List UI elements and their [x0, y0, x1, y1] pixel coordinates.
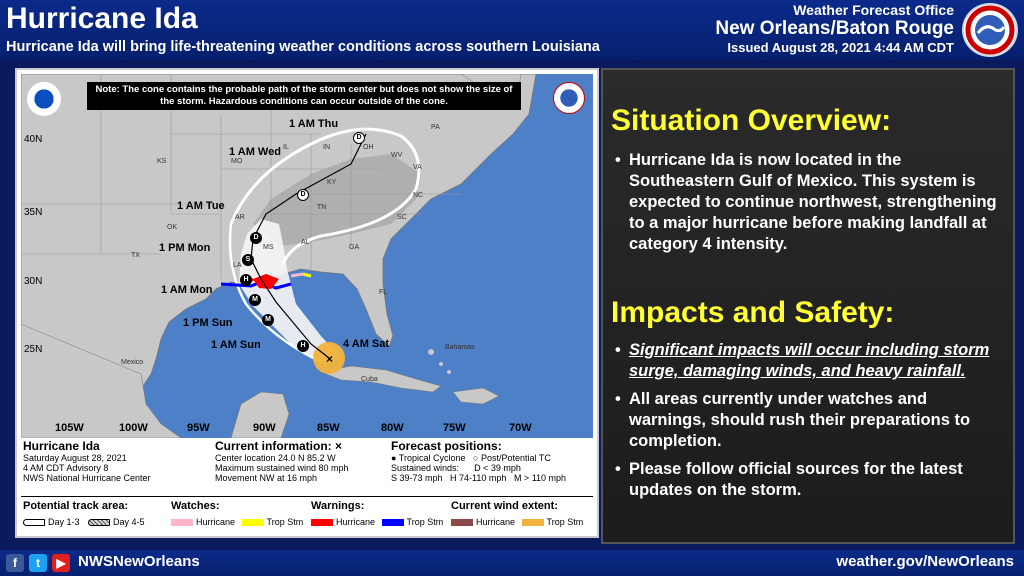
wind-d: D < 39 mph [474, 463, 521, 473]
lon-label: 95W [187, 422, 210, 434]
facebook-icon[interactable]: f [6, 554, 24, 572]
warnings-title: Warnings: [311, 500, 365, 512]
wind-s: S 39-73 mph [391, 473, 443, 483]
advisory-number: 4 AM CDT Advisory 8 [23, 463, 109, 473]
lat-label: 30N [24, 276, 43, 287]
lat-label: 35N [24, 207, 43, 218]
lon-label: 100W [119, 422, 148, 434]
forecast-point-s: S [242, 254, 254, 266]
forecast-positions-title: Forecast positions: [391, 439, 502, 453]
state-label: FL [379, 289, 388, 296]
state-label: WV [391, 152, 403, 159]
max-wind: Maximum sustained wind 80 mph [215, 463, 349, 473]
wind-extent-legend [451, 500, 593, 527]
label-1pm-sun: 1 PM Sun [183, 317, 233, 329]
page-title: Hurricane Ida [6, 2, 198, 35]
situation-list [613, 150, 1008, 262]
label-1am-sun: 1 AM Sun [211, 339, 261, 351]
hurricane-wind-label: Hurricane [476, 517, 516, 527]
youtube-icon[interactable]: ▶ [52, 554, 70, 572]
forecast-point-m: M [262, 314, 274, 326]
hurricane-wind-swatch [451, 519, 473, 526]
trop-stm-wind-label: Trop Stm [546, 517, 584, 527]
watches-legend [171, 500, 311, 527]
state-label: PA [431, 124, 440, 131]
impacts-bullet [613, 340, 1008, 382]
movement: Movement NW at 16 mph [215, 473, 318, 483]
wind-h: H 74-110 mph [450, 473, 507, 483]
office-label: Weather Forecast Office [793, 2, 954, 18]
hurricane-warning-label: Hurricane [336, 517, 376, 527]
label-4am-sat: 4 AM Sat [343, 338, 390, 350]
post-tc-icon: ○ [473, 453, 479, 463]
info-panel [601, 68, 1015, 544]
office-name: New Orleans/Baton Rouge [715, 18, 954, 39]
trop-stm-wind-swatch [522, 519, 544, 526]
issued-time: Issued August 28, 2021 4:44 AM CDT [727, 40, 954, 55]
cone-note: Note: The cone contains the probable path of the storm center but does not show the size of the storm. Hazardous conditions can occur outside of the cone. [87, 82, 521, 110]
label-1am-tue: 1 AM Tue [177, 200, 225, 212]
country-label: Bahamas [445, 344, 475, 351]
country-label: Mexico [121, 359, 144, 366]
label-1pm-mon: 1 PM Mon [159, 242, 211, 254]
lat-label: 40N [24, 134, 43, 145]
state-label: VA [413, 164, 422, 171]
current-info [215, 440, 387, 483]
tropical-cyclone-icon: ● [391, 453, 397, 463]
state-label: KY [327, 179, 337, 186]
header-bar [0, 0, 1024, 60]
advisory-center: NWS National Hurricane Center [23, 473, 151, 483]
track-area-legend [23, 500, 173, 527]
current-position-icon: × [335, 439, 343, 453]
hurricane-watch-swatch [171, 519, 193, 526]
forecast-point-h: H [240, 274, 252, 286]
state-label: OK [167, 224, 178, 231]
wind-m: M > 110 mph [513, 473, 567, 483]
state-label: MS [263, 244, 274, 251]
impacts-emphasis: Significant impacts will occur including storm surge, damaging winds, and heavy rainfall. [629, 341, 990, 380]
label-1am-mon: 1 AM Mon [161, 284, 213, 296]
forecast-point-h: H [297, 340, 309, 352]
label-1am-wed: 1 AM Wed [229, 146, 281, 158]
legend-divider [21, 496, 593, 497]
forecast-point-d: D [250, 232, 262, 244]
twitter-icon[interactable]: t [29, 554, 47, 572]
impacts-list [613, 340, 1008, 508]
forecast-point-m: M [249, 294, 261, 306]
lon-label: 85W [317, 422, 340, 434]
lon-label: 75W [443, 422, 466, 434]
post-tc-label: Post/Potential TC [480, 453, 551, 463]
track-map [21, 74, 593, 438]
state-label: IN [323, 144, 330, 151]
page-subtitle: Hurricane Ida will bring life-threatening weather conditions across southern Louisiana [6, 39, 600, 55]
day45-label: Day 4-5 [113, 517, 145, 527]
advisory-info [23, 440, 213, 483]
state-label: LA [233, 262, 242, 269]
label-1am-thu: 1 AM Thu [289, 118, 339, 130]
situation-title: Situation Overview: [611, 104, 892, 137]
state-label: TN [317, 204, 327, 211]
wind-extent-title: Current wind extent: [451, 500, 558, 512]
nws-logo-icon [962, 3, 1018, 57]
svg-text:×: × [326, 352, 334, 366]
state-label: MO [231, 158, 243, 165]
state-label: SC [397, 214, 407, 221]
nws-small-logo-icon [553, 82, 585, 114]
noaa-logo-icon [27, 82, 61, 116]
sustained-winds-label: Sustained winds: [391, 463, 460, 473]
lat-label: 25N [24, 344, 43, 355]
state-label: NC [413, 192, 424, 199]
trop-stm-watch-label: Trop Stm [266, 517, 304, 527]
day45-swatch-icon [88, 519, 110, 526]
track-area-title: Potential track area: [23, 500, 129, 512]
country-label: Cuba [361, 376, 378, 383]
forecast-point-d: D [297, 189, 309, 201]
hurricane-cone-graphic [15, 68, 599, 538]
lon-label: 90W [253, 422, 276, 434]
current-info-title: Current information: [215, 439, 332, 453]
state-label: IL [283, 144, 289, 151]
impacts-bullet: • Please follow official sources for the latest updates on the storm. [613, 459, 1008, 501]
map-legend [21, 440, 593, 534]
state-label: GA [349, 244, 360, 251]
hurricane-warning-swatch [311, 519, 333, 526]
impacts-title: Impacts and Safety: [611, 296, 895, 329]
forecast-point-d: D [353, 132, 365, 144]
office-info [715, 2, 954, 55]
hurricane-watch-label: Hurricane [196, 517, 236, 527]
state-label: AL [301, 239, 310, 246]
footer-bar [0, 550, 1024, 576]
trop-stm-warning-label: Trop Stm [406, 517, 444, 527]
state-label: KS [157, 158, 167, 165]
impacts-bullet: • All areas currently under watches and warnings, should rush their preparations to completion. [613, 389, 1008, 452]
advisory-date: Saturday August 28, 2021 [23, 453, 127, 463]
state-label: OH [363, 144, 374, 151]
social-handle[interactable]: NWSNewOrleans [78, 553, 200, 570]
tropical-cyclone-label: Tropical Cyclone [398, 453, 466, 463]
lon-label: 105W [55, 422, 84, 434]
trop-stm-warning-swatch [382, 519, 404, 526]
watches-title: Watches: [171, 500, 220, 512]
lon-label: 80W [381, 422, 404, 434]
situation-bullet: • Hurricane Ida is now located in the Southeastern Gulf of Mexico. This system is expected to continue northwest, strengthening to a major hurricane before making landfall at category 4 intensity. [613, 150, 1008, 255]
state-label: TX [131, 252, 140, 259]
day13-label: Day 1-3 [48, 517, 80, 527]
state-label: AR [235, 214, 245, 221]
day13-swatch-icon [23, 519, 45, 526]
forecast-positions [391, 440, 591, 483]
storm-name: Hurricane Ida [23, 439, 100, 453]
warnings-legend [311, 500, 451, 527]
trop-stm-watch-swatch [242, 519, 264, 526]
center-location: Center location 24.0 N 85.2 W [215, 453, 336, 463]
website-link[interactable]: weather.gov/NewOrleans [836, 553, 1014, 570]
lon-label: 70W [509, 422, 532, 434]
